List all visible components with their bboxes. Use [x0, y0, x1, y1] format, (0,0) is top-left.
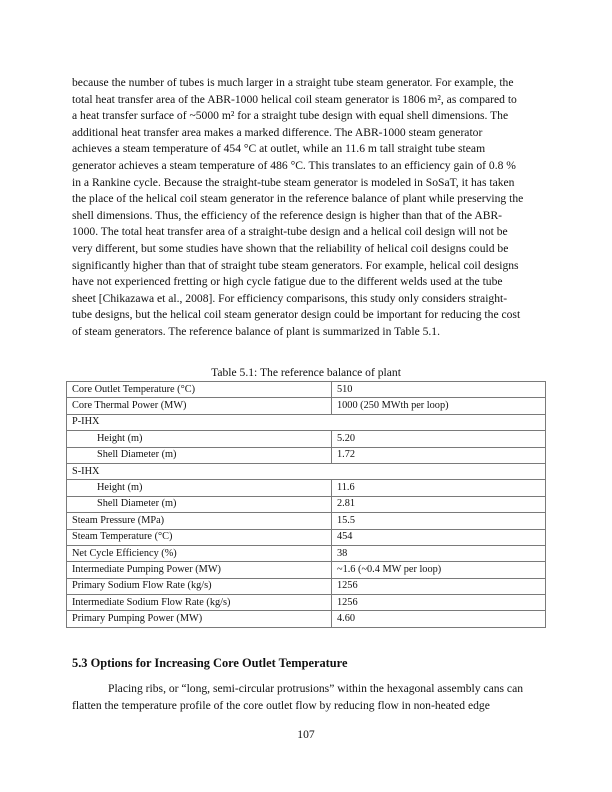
text-line: of steam generators. The reference balance of plant is summarized in Table 5.1.: [72, 324, 440, 338]
parameter-cell: Shell Diameter (m): [67, 447, 332, 463]
reference-balance-of-plant-table: [66, 381, 546, 628]
table-row: [67, 447, 546, 463]
text-line: total heat transfer area of the ABR-1000 helical coil steam generator is 1806 m², as compared to: [72, 92, 517, 106]
value-cell: 1000 (250 MWth per loop): [332, 398, 546, 414]
value-cell: 1.72: [332, 447, 546, 463]
text-line: in a Rankine cycle. Because the straight-tube steam generator is modeled in SoSaT, it has taken: [72, 175, 515, 189]
table-group-row: [67, 414, 546, 430]
parameter-cell: Core Thermal Power (MW): [67, 398, 332, 414]
table-row: [67, 595, 546, 611]
parameter-cell: Height (m): [67, 431, 332, 447]
text-line: the place of the helical coil steam generator in the reference balance of plant while preserving the: [72, 192, 524, 206]
value-cell: 510: [332, 382, 546, 398]
text-line: have not experienced fretting or high cycle fatigue due to the different welds used at the tube: [72, 275, 503, 289]
group-label-cell: P-IHX: [67, 414, 546, 430]
parameter-cell: Net Cycle Efficiency (%): [67, 545, 332, 561]
text-line: sheet [Chikazawa et al., 2008]. For efficiency comparisons, this study only considers straight-: [72, 291, 508, 305]
table-group-row: [67, 463, 546, 479]
parameter-cell: Steam Temperature (°C): [67, 529, 332, 545]
section-paragraph: [72, 681, 542, 714]
value-cell: 38: [332, 545, 546, 561]
text-line: because the number of tubes is much larger in a straight tube steam generator. For example, the: [72, 76, 514, 89]
parameter-cell: Primary Sodium Flow Rate (kg/s): [67, 578, 332, 594]
table-body: [67, 382, 546, 628]
text-line: 1000. The total heat transfer area of a straight-tube design and a helical coil design will not be: [72, 225, 508, 239]
table-row: [67, 611, 546, 627]
text-line: a heat transfer surface of ~5000 m² for a straight tube design with equal shell dimensions. The: [72, 109, 509, 123]
text-line: tube designs, but the helical coil steam generator design could be important for reducing the cost: [72, 308, 521, 322]
parameter-cell: Intermediate Pumping Power (MW): [67, 562, 332, 578]
parameter-cell: Steam Pressure (MPa): [67, 513, 332, 529]
text-line: Placing ribs, or “long, semi-circular protrusions” within the hexagonal assembly cans can: [108, 682, 524, 695]
text-line: additional heat transfer area makes a marked difference. The ABR-1000 steam generator: [72, 125, 483, 139]
group-label-cell: S-IHX: [67, 463, 546, 479]
body-paragraph: [72, 75, 542, 341]
section-heading: 5.3 Options for Increasing Core Outlet Temperature: [72, 656, 348, 670]
text-line: shell dimensions. Thus, the efficiency of the reference design is higher than that of the ABR-: [72, 208, 503, 222]
text-line: generator achieves a steam temperature of 486 °C. This translates to an efficiency gain of 0.8 %: [72, 158, 516, 172]
value-cell: 4.60: [332, 611, 546, 627]
table-row: [67, 545, 546, 561]
text-line: significantly higher than that of straight tube steam generators. For example, helical coil designs: [72, 258, 519, 272]
table-row: [67, 496, 546, 512]
table-row: [67, 431, 546, 447]
value-cell: 5.20: [332, 431, 546, 447]
table-row: [67, 529, 546, 545]
text-line: achieves a steam temperature of 454 °C at outlet, while an 11.6 m tall straight tube steam: [72, 142, 486, 156]
table-row: [67, 513, 546, 529]
value-cell: 1256: [332, 595, 546, 611]
value-cell: 15.5: [332, 513, 546, 529]
parameter-cell: Height (m): [67, 480, 332, 496]
page-number: 107: [297, 728, 315, 741]
table-caption: Table 5.1: The reference balance of plant: [211, 366, 401, 379]
parameter-cell: Primary Pumping Power (MW): [67, 611, 332, 627]
parameter-cell: Shell Diameter (m): [67, 496, 332, 512]
value-cell: 2.81: [332, 496, 546, 512]
value-cell: 11.6: [332, 480, 546, 496]
table-row: [67, 398, 546, 414]
text-line: flatten the temperature profile of the core outlet flow by reducing flow in non-heated edge: [72, 698, 490, 712]
value-cell: ~1.6 (~0.4 MW per loop): [332, 562, 546, 578]
table-row: [67, 578, 546, 594]
parameter-cell: Intermediate Sodium Flow Rate (kg/s): [67, 595, 332, 611]
table-row: [67, 562, 546, 578]
table-row: [67, 480, 546, 496]
value-cell: 454: [332, 529, 546, 545]
value-cell: 1256: [332, 578, 546, 594]
parameter-cell: Core Outlet Temperature (°C): [67, 382, 332, 398]
text-line: very different, but some studies have shown that the reliability of helical coil designs could be: [72, 241, 509, 255]
table-row: [67, 382, 546, 398]
